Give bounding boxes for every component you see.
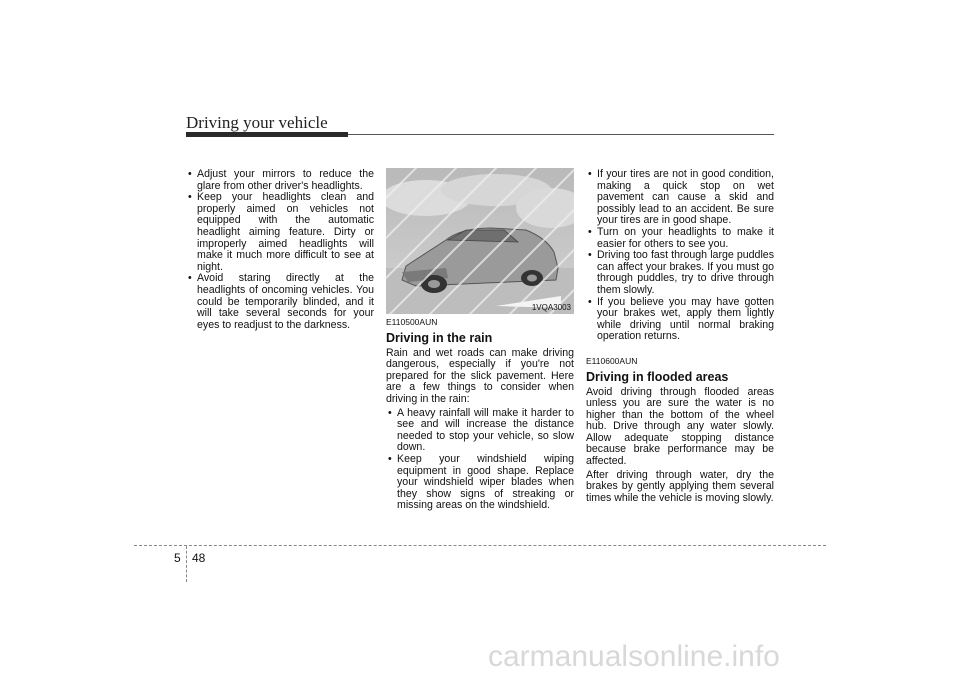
section-title-flooded: Driving in flooded areas	[586, 369, 729, 384]
flood-paragraph: After driving through water, dry the brakes by gently applying them several times while the vehicle is moving slowly.	[586, 468, 774, 504]
list-item: • Avoid staring directly at the headlights of oncoming vehicles. You could be temporarily blinded, and it will take several seconds for your eyes to readjust to the darkness.	[186, 273, 374, 331]
list-item: • Keep your headlights clean and properly aimed on vehicles not equipped with the automatic headlight aiming feature. Dirty or improperly aimed headlights will make it much more difficult to see at night.	[186, 192, 374, 273]
list-item: • Turn on your headlights to make it easier for others to see you.	[586, 227, 774, 250]
footer-divider	[186, 546, 187, 582]
footer-rule	[134, 545, 826, 546]
chapter-number: 5	[174, 551, 181, 565]
column-1	[186, 169, 374, 331]
section-title-rain: Driving in the rain	[386, 330, 493, 345]
page-number: 48	[192, 551, 206, 565]
page-header-title: Driving your vehicle	[186, 113, 328, 132]
list-item: • If you believe you may have gotten your brakes wet, apply them lightly while driving until normal braking operation returns.	[586, 297, 774, 343]
mirror-tips-list	[186, 169, 374, 331]
column-2	[386, 313, 574, 512]
section-code: E110600AUN	[586, 355, 638, 366]
list-item: • A heavy rainfall will make it harder to see and will increase the distance needed to stop your vehicle, so slow down.	[386, 408, 574, 454]
rain-tips-list	[386, 408, 574, 512]
watermark-text: carmanualsonline.info	[488, 640, 780, 673]
flood-paragraph: Avoid driving through flooded areas unless you are sure the water is no higher than the bottom of the wheel hub. Drive through any water slowly. Allow adequate stopping distance because brake performance may be affected.	[586, 385, 774, 468]
list-item: • Driving too fast through large puddles can affect your brakes. If you must go through puddles, try to drive through them slowly.	[586, 250, 774, 296]
figure-code: 1VQA3003	[531, 303, 571, 312]
header-rule-thick	[186, 132, 348, 137]
list-item: • If your tires are not in good condition, making a quick stop on wet pavement can cause a skid and possibly lead to an accident. Be sure your tires are in good shape.	[586, 169, 774, 227]
wet-road-tips-list	[586, 169, 774, 343]
rain-intro: Rain and wet roads can make driving dangerous, especially if you're not prepared for the slick pavement. Here are a few things to consider when driving in the rain:	[386, 346, 574, 405]
header-rule-thin	[348, 134, 774, 135]
rain-car-illustration	[386, 168, 574, 314]
car-in-rain-drawing	[386, 168, 574, 314]
list-item: • Keep your windshield wiping equipment in good shape. Replace your windshield wiper blades when they show signs of streaking or missing areas on the windshield.	[386, 454, 574, 512]
section-code: E110500AUN	[386, 317, 438, 327]
list-item: • Adjust your mirrors to reduce the glare from other driver's headlights.	[186, 169, 374, 192]
column-3	[586, 169, 774, 506]
